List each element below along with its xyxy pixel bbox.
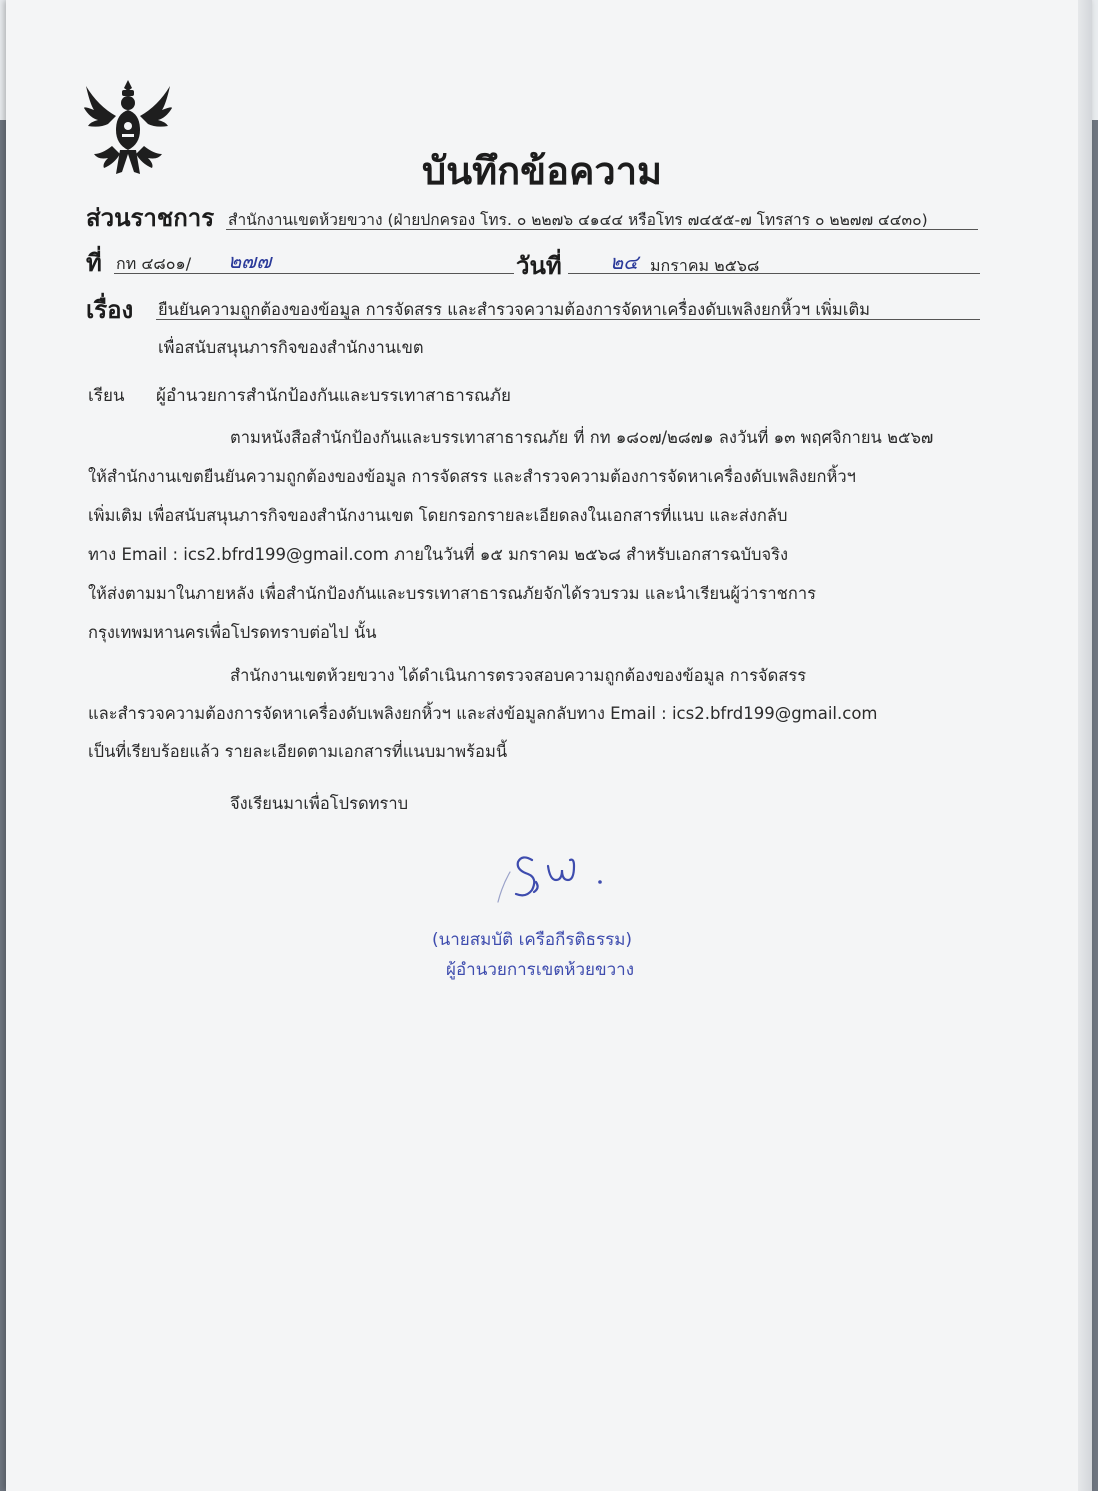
body-p2-line-3: เป็นที่เรียบร้อยแล้ว รายละเอียดตามเอกสารที่แนบมาพร้อมนี้ xyxy=(88,742,508,761)
document-number-prefix: กท ๔๘๐๑/ xyxy=(116,254,192,273)
paper-edge xyxy=(1078,0,1092,1491)
recipient-label: เรียน xyxy=(88,386,125,406)
garuda-emblem-icon xyxy=(82,76,174,178)
agency-value: สำนักงานเขตห้วยขวาง (ฝ่ายปกครอง โทร. ๐ ๒๒๗๖ ๔๑๔๔ หรือโทร ๗๔๕๕-๗ โทรสาร ๐ ๒๒๗๗ ๔๔๓๐) xyxy=(228,211,928,229)
subject-line-1: ยืนยันความถูกต้องของข้อมูล การจัดสรร และสำรวจความต้องการจัดหาเครื่องดับเพลิงยกหิ้วฯ เพิ่มเติม xyxy=(158,300,871,319)
body-p2-line-2: และสำรวจความต้องการจัดหาเครื่องดับเพลิงยกหิ้วฯ และส่งข้อมูลกลับทาง Email : ics2.bfrd199@gmail.com xyxy=(88,704,878,723)
memo-paper xyxy=(6,0,1092,1491)
date-month-year: มกราคม ๒๕๖๘ xyxy=(650,256,760,275)
memo-title: บันทึกข้อความ xyxy=(422,149,663,193)
document-number-handwritten: ๒๗๗ xyxy=(228,249,272,273)
signer-position: ผู้อำนวยการเขตห้วยขวาง xyxy=(446,960,635,980)
body-p1-line-5: ให้ส่งตามมาในภายหลัง เพื่อสำนักป้องกันและบรรเทาสาธารณภัยจักได้รวบรวม และนำเรียนผู้ว่าราชการ xyxy=(88,584,816,603)
closing-line: จึงเรียนมาเพื่อโปรดทราบ xyxy=(230,794,409,813)
document-number-label: ที่ xyxy=(86,249,102,277)
date-underline xyxy=(568,273,980,274)
subject-label: เรื่อง xyxy=(86,296,134,324)
subject-underline xyxy=(156,319,980,320)
body-p1-line-3: เพิ่มเติม เพื่อสนับสนุนภารกิจของสำนักงานเขต โดยกรอกรายละเอียดลงในเอกสารที่แนบ และส่งกลับ xyxy=(88,506,788,525)
date-label: วันที่ xyxy=(516,252,562,280)
agency-label: ส่วนราชการ xyxy=(86,204,215,232)
subject-line-2: เพื่อสนับสนุนภารกิจของสำนักงานเขต xyxy=(158,338,424,357)
date-day-handwritten: ๒๔ xyxy=(610,250,639,274)
recipient-value: ผู้อำนวยการสำนักป้องกันและบรรเทาสาธารณภัย xyxy=(156,386,511,406)
agency-underline xyxy=(226,229,978,230)
body-p1-line-1: ตามหนังสือสำนักป้องกันและบรรเทาสาธารณภัย ที่ กท ๑๘๐๗/๒๘๗๑ ลงวันที่ ๑๓ พฤศจิกายน ๒๕๖๗ xyxy=(230,428,934,447)
signer-name: (นายสมบัติ เครือกีรติธรรม) xyxy=(432,930,633,950)
body-p1-line-4: ทาง Email : ics2.bfrd199@gmail.com ภายในวันที่ ๑๕ มกราคม ๒๕๖๘ สำหรับเอกสารฉบับจริง xyxy=(88,545,789,564)
body-p1-line-2: ให้สำนักงานเขตยืนยันความถูกต้องของข้อมูล การจัดสรร และสำรวจความต้องการจัดหาเครื่องดับเพลิงยกหิ้วฯ xyxy=(88,467,856,486)
body-p2-line-1: สำนักงานเขตห้วยขวาง ได้ดำเนินการตรวจสอบความถูกต้องของข้อมูล การจัดสรร xyxy=(230,666,807,685)
body-p1-line-6: กรุงเทพมหานครเพื่อโปรดทราบต่อไป นั้น xyxy=(88,623,377,642)
signature-scribble-icon xyxy=(484,842,634,912)
number-underline xyxy=(114,273,514,274)
